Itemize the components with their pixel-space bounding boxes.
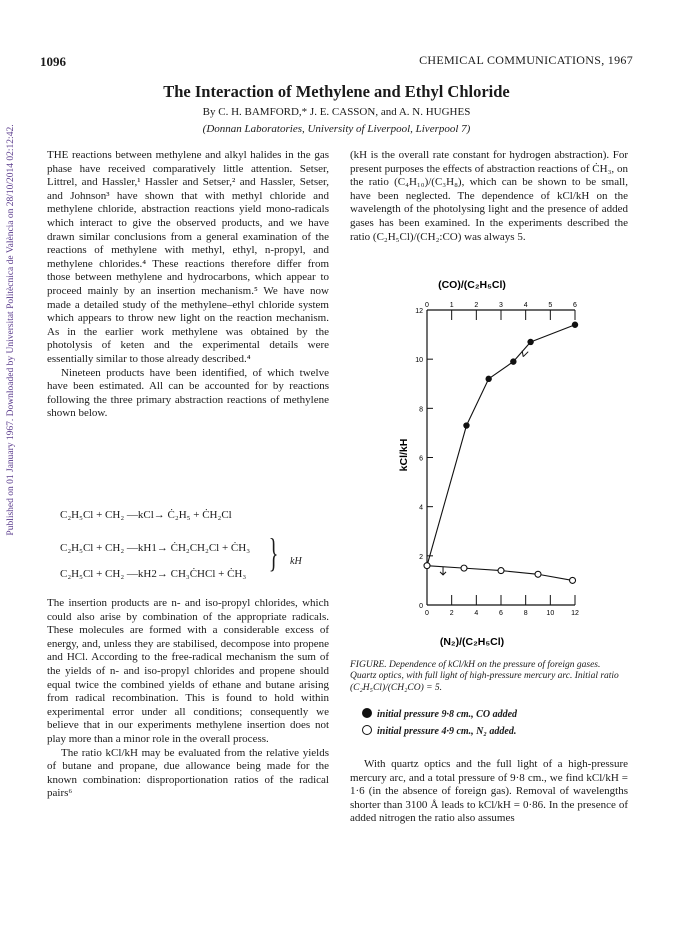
co-data-point bbox=[463, 422, 469, 428]
x2-tick-label: 5 bbox=[548, 302, 553, 309]
x2-tick-label: 6 bbox=[573, 302, 577, 309]
x-tick-label: 2 bbox=[449, 610, 454, 617]
paragraph-5: (kH is the overall rate constant for hydrogen abstraction). For present purposes the effects of abstraction reactions of ĊH₃, on the ratio (C₄H₁₀)/(C₃H₈), which can be shown to be small, have been neglected. The dependence of kCl/kH on the wavelength of the photolysing light and the presence of added gases has been examined. In the experiments described the ratio (C₂H₅Cl)/(CH₂:CO) was always 5. bbox=[350, 149, 628, 243]
x-axis-title: (N₂)/(C₂H₅Cl) bbox=[439, 636, 505, 648]
x-tick-label: 10 bbox=[546, 610, 555, 617]
x2-tick-label: 4 bbox=[523, 302, 528, 309]
equation-brace: } bbox=[268, 530, 279, 575]
x2-tick-label: 1 bbox=[449, 302, 454, 309]
legend-filled-label: initial pressure 9·8 cm., CO added bbox=[377, 709, 518, 720]
authors: By C. H. BAMFORD,* J. E. CASSON, and A. N. HUGHES bbox=[202, 106, 471, 118]
n2-data-point bbox=[461, 565, 467, 571]
co-data-point bbox=[485, 376, 491, 382]
co-data-point bbox=[527, 339, 533, 345]
page-number: 1096 bbox=[40, 54, 66, 69]
series-co-line bbox=[427, 325, 575, 566]
n2-data-point bbox=[424, 563, 430, 569]
co-direction-arrow bbox=[522, 351, 528, 357]
open-circle-icon bbox=[362, 725, 372, 735]
download-notice: Published on 01 January 1967. Downloaded by Universitat Politècnica de València on 28/10/2014 02:12:42. bbox=[6, 124, 16, 536]
article-title: The Interaction of Methylene and Ethyl Chloride bbox=[163, 82, 510, 101]
paragraph-1: THE reactions between methylene and alkyl halides in the gas phase have received comparatively little attention. Setser, Littrel, and Hassler,¹ Hassler and Setser,² and Hassler, Setser, and Johnson³ have shown that with methyl chloride and methylene chloride, abstraction reactions yield mono-radicals which interact to give the observed products, and we have drawn similar conclusions from a general examination of the reactions of methylene with methyl, ethyl, n-propyl, and methylene chlorides.⁴ These reactions therefore differ from those between methylene and hydrocarbons, which appear to proceed mainly by an insertion mechanism.⁵ We have now made a detailed study of the methylene–ethyl chloride system which appears to throw new light on the reaction mechanism. As in the earlier work methylene was obtained by the photolysis of keten and the experimental details were essentially similar to those already described.⁴ bbox=[47, 149, 329, 365]
x-tick-label: 12 bbox=[571, 610, 579, 617]
right-column-bottom bbox=[350, 758, 628, 826]
right-column-top bbox=[350, 149, 628, 244]
y-tick-label: 0 bbox=[419, 603, 423, 610]
paragraph-2: Nineteen products have been identified, of which twelve have been estimated. All can be accounted for by reactions following the three primary abstraction reactions of methylene shown below. bbox=[47, 366, 329, 420]
x-tick-label: 8 bbox=[523, 610, 528, 617]
figure-chart bbox=[385, 270, 625, 650]
y-tick-label: 8 bbox=[419, 406, 423, 414]
x2-tick-label: 2 bbox=[474, 302, 479, 309]
legend-filled bbox=[362, 708, 517, 720]
n2-data-point bbox=[498, 568, 504, 574]
y-axis-title: kCl/kH bbox=[398, 438, 410, 472]
equation-3: C₂H₅Cl + CH₂ —kH2→ CH₃ĊHCl + ĊH₃ bbox=[60, 568, 247, 580]
y-tick-label: 6 bbox=[419, 455, 423, 463]
y-tick-label: 2 bbox=[419, 553, 423, 561]
equation-1: C₂H₅Cl + CH₂ —kCl→ Ċ₂H₅ + ĊH₂Cl bbox=[60, 509, 232, 521]
y-tick-label: 4 bbox=[419, 504, 423, 512]
co-data-point bbox=[510, 358, 516, 364]
paragraph-4: The ratio kCl/kH may be evaluated from the relative yields of butane and propane, due allowance being made for the known combination: disproportionation ratios of the radical pairs⁶ bbox=[47, 746, 329, 800]
n2-data-point bbox=[570, 577, 576, 583]
x2-tick-label: 0 bbox=[425, 302, 429, 309]
y-tick-label: 12 bbox=[415, 308, 423, 315]
y-tick-label: 10 bbox=[415, 357, 423, 365]
figure-caption: FIGURE. Dependence of kCl/kH on the pressure of foreign gases. Quartz optics, with full light of high-pressure mercury arc. Initial ratio (C₂H₅Cl)/(CH₂CO) = 5. bbox=[350, 660, 619, 693]
journal-header: CHEMICAL COMMUNICATIONS, 1967 bbox=[419, 53, 633, 67]
filled-circle-icon bbox=[362, 708, 372, 718]
paragraph-3: The insertion products are n- and iso-propyl chlorides, which could also arise by combination of the appropriate radicals. These molecules are formed with a considerable excess of energy, and, unless they are stabilised, decompose into propene and HCl. According to the free-radical mechanism the sum of the yields of n- and iso-propyl chlorides and propene should equal twice the combined yields of ethane and butane arising from radical recombination. This is found to hold within experimental error under all conditions; consequently we believe that in our experiments methylene insertion does not play more than a minor role in the overall process. bbox=[47, 597, 329, 745]
x-tick-label: 6 bbox=[499, 610, 503, 617]
co-data-point bbox=[572, 322, 578, 328]
left-column-rest bbox=[47, 597, 329, 801]
x2-tick-label: 3 bbox=[499, 302, 503, 309]
equation-group-label: kH bbox=[290, 556, 302, 567]
n2-data-point bbox=[535, 571, 541, 577]
legend-open bbox=[362, 725, 516, 737]
top-axis-title: (CO)/(C₂H₅Cl) bbox=[438, 279, 506, 291]
affiliation: (Donnan Laboratories, University of Liverpool, Liverpool 7) bbox=[202, 123, 471, 135]
equation-2: C₂H₅Cl + CH₂ —kH1→ ĊH₂CH₂Cl + ĊH₃ bbox=[60, 542, 251, 554]
n2-direction-arrow bbox=[440, 567, 446, 575]
paragraph-6: With quartz optics and the full light of a high-pressure mercury arc, and a total pressure of 9·8 cm., we find kCl/kH = 1·6 (in the absence of foreign gas). Removal of wavelengths shorter than 3100 Å leads to kCl/kH = 0·86. In the presence of added nitrogen the ratio also assumes bbox=[350, 758, 628, 825]
x-tick-label: 0 bbox=[425, 610, 429, 617]
legend-open-label: initial pressure 4·9 cm., N₂ added. bbox=[377, 726, 517, 737]
left-column-intro bbox=[47, 149, 329, 421]
x-tick-label: 4 bbox=[474, 610, 479, 617]
